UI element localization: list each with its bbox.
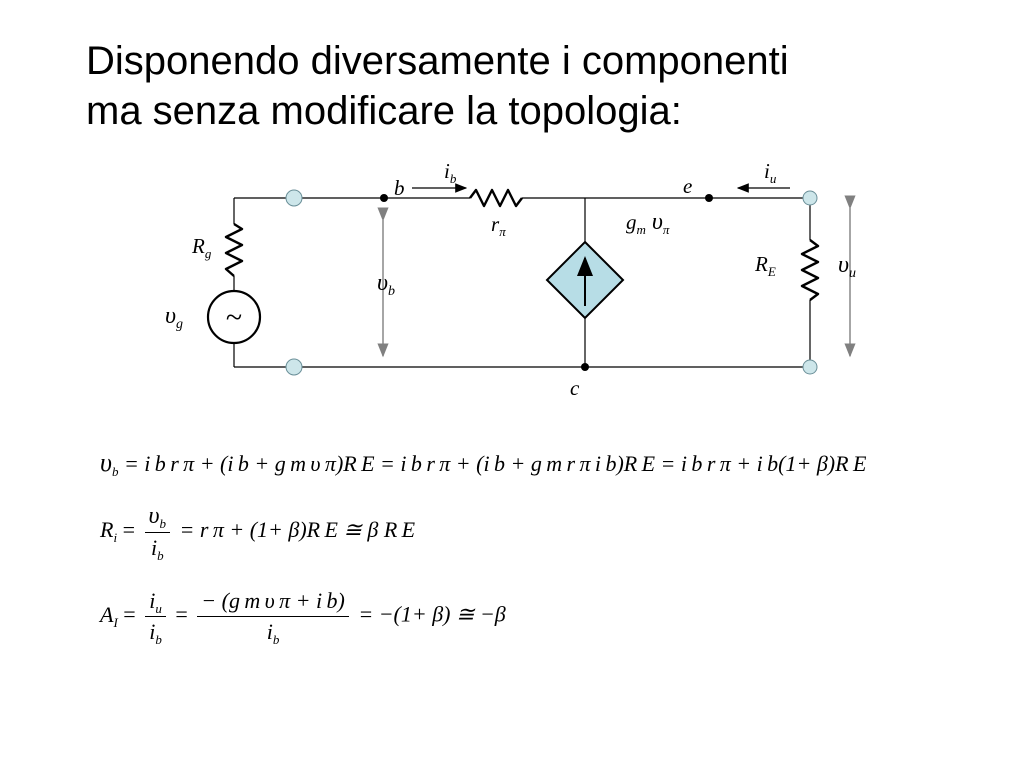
terminal-input-bottom	[286, 359, 302, 375]
eq3-lhs: $A_I$	[100, 601, 118, 630]
label-vb: $\upsilon_b$	[377, 270, 396, 299]
terminal-output-top	[803, 191, 817, 205]
label-vu: $\upsilon_u$	[838, 252, 857, 281]
label-node-b: b	[394, 176, 405, 200]
node-c-dot	[581, 363, 589, 371]
label-gm-vpi: $g_m$ $\upsilon_\pi$	[626, 209, 670, 237]
eq3-fraction-1: $\frac{i_u}{i_b}$	[145, 588, 166, 645]
label-vg: $\upsilon_g$	[165, 303, 184, 332]
equation-ai: $A_I$ = $\frac{i_u}{i_b}$ = $\frac{\text{− (g m υ π + i b)}}{i_b}$ = −(1+ β) ≅ −β	[100, 588, 506, 647]
resistor-rg	[226, 224, 242, 276]
eq3-rhs: = −(1+ β) ≅ −β	[358, 601, 506, 627]
label-rg: $R_g$	[192, 234, 212, 261]
eq2-lhs: $R_i$	[100, 517, 118, 546]
title-line-1: Disponendo diversamente i componenti	[86, 39, 789, 83]
terminal-input-top	[286, 190, 302, 206]
terminal-output-bottom	[803, 360, 817, 374]
equation-ri: $R_i$ = $\frac{\upsilon_b}{i_b}$ = r π + (1+ β)R E ≅ β R E	[100, 503, 416, 563]
label-current-iu: $i_u$	[764, 159, 777, 186]
node-e-dot	[705, 194, 713, 202]
resistor-re	[802, 240, 818, 300]
eq3-fraction-2: $\frac{\text{− (g m υ π + i b)}}{i_b}$	[197, 588, 349, 645]
equation-vb	[100, 448, 866, 478]
eq2-rhs: = r π + (1+ β)R E ≅ β R E	[179, 517, 416, 543]
label-node-c: c	[570, 376, 580, 400]
label-r-pi: $r_\pi$	[491, 212, 506, 239]
title-line-2: ma senza modificare la topologia:	[86, 89, 682, 133]
node-b-dot	[380, 194, 388, 202]
label-re: $R_E$	[755, 252, 776, 279]
eq1-lhs: $\upsilon_b$	[100, 448, 119, 479]
eq2-fraction: $\frac{\upsilon_b}{i_b}$	[145, 503, 171, 561]
label-node-e: e	[683, 174, 693, 198]
ac-source-symbol: ~	[225, 301, 243, 334]
label-current-ib: $i_b$	[444, 159, 457, 186]
resistor-r-pi	[470, 190, 522, 206]
wires	[234, 198, 810, 367]
eq1-rhs: = i b r π + (i b + g m υ π)R E = i b r π + (i b + g m r π i b)R E = i b r π + i b(1+ β)R E	[123, 451, 867, 476]
